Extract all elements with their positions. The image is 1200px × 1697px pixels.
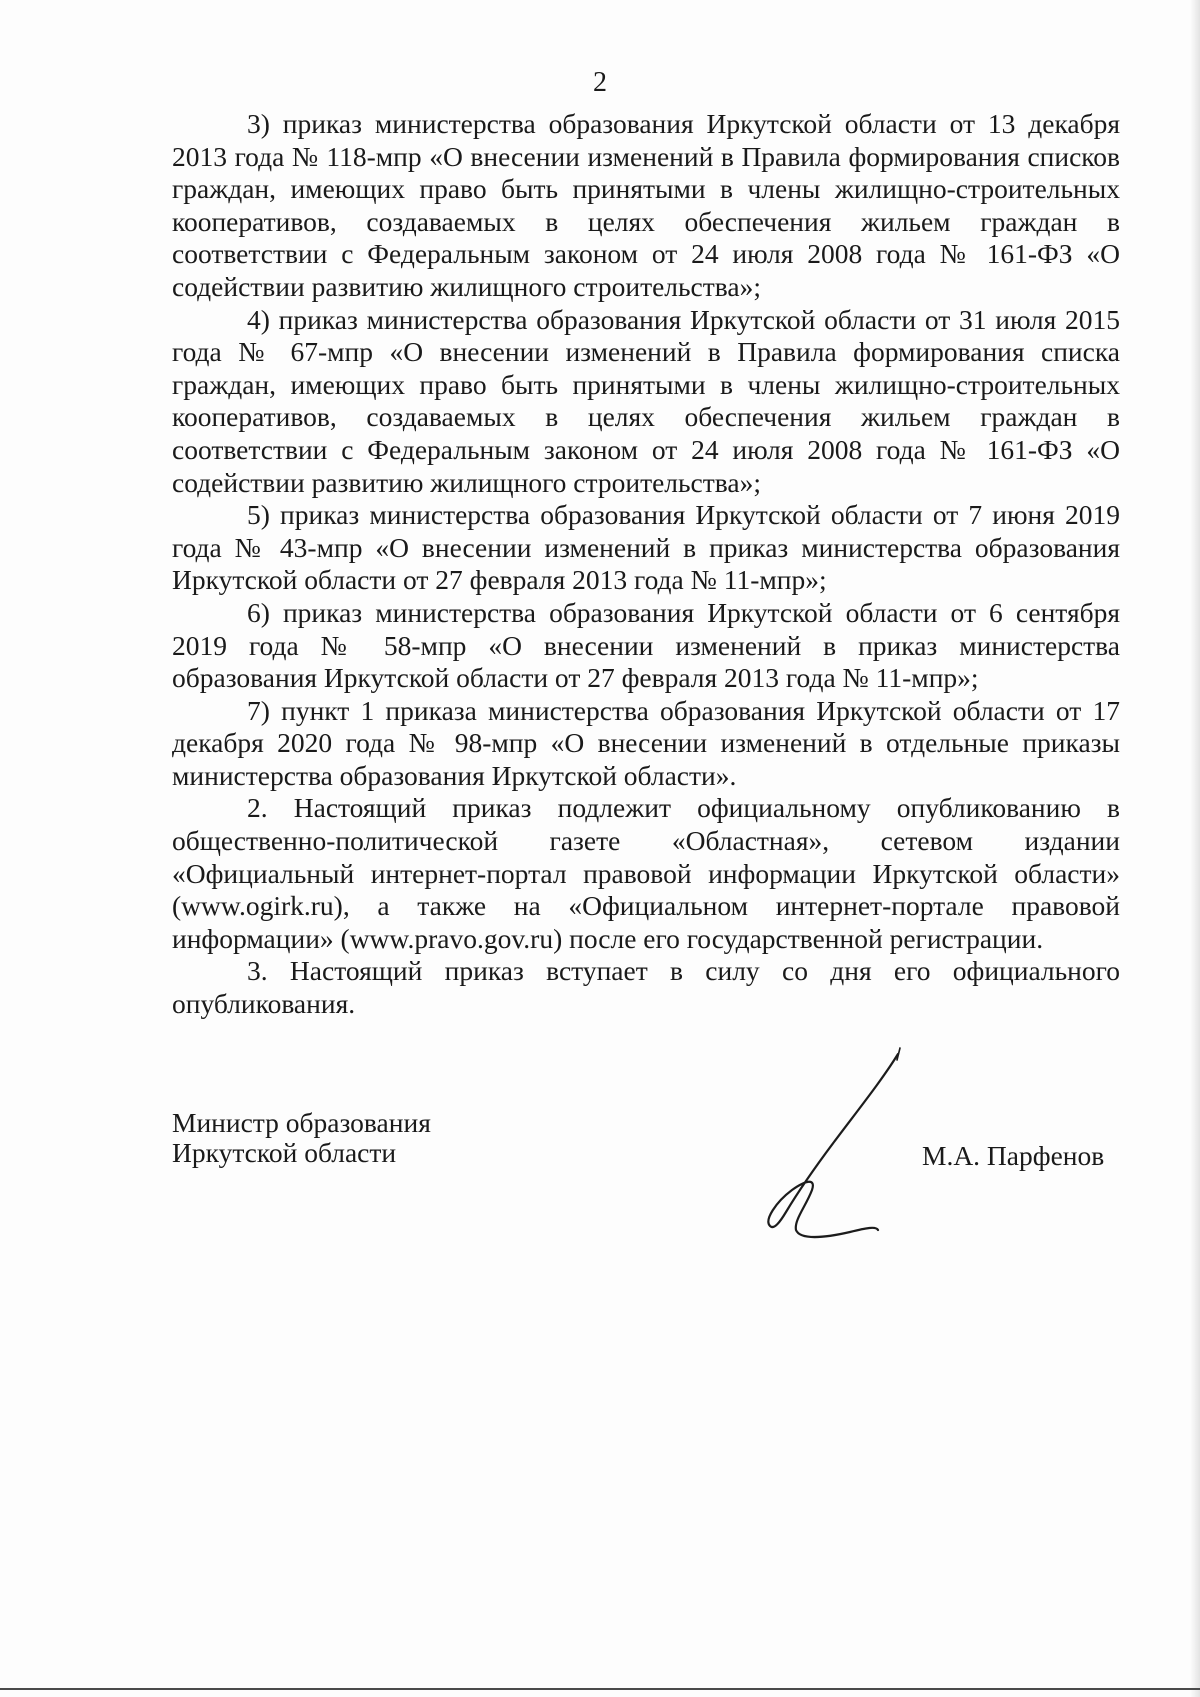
- signatory-position-line-1: Министр образования: [172, 1107, 431, 1138]
- handwritten-signature-icon: [750, 1040, 930, 1240]
- signatory-name: М.А. Парфенов: [922, 1140, 1105, 1171]
- list-item-7: 7) пункт 1 приказа министерства образования Иркутской области от 17 декабря 2020 года № 98-мпр «О внесении изменений в отдельные приказы министерства образования Иркутской области».: [172, 694, 1120, 791]
- clause-2-publication: 2. Настоящий приказ подлежит официальному опубликованию в общественно-политической газете «Областная», сетевом издании «Официальный интернет-портал правовой информации Иркутской области» (www.ogirk.ru), а также на «Официальном интернет-портале правовой информации» (www.pravo.gov.ru) после его государственной регистрации.: [172, 792, 1120, 954]
- document-body: [172, 108, 1120, 1021]
- page-number: 2: [593, 67, 607, 98]
- signatory-position: [172, 1108, 431, 1168]
- clause-3-effective-date: 3. Настоящий приказ вступает в силу со дня его официального опубликования.: [172, 955, 1120, 1020]
- scan-edge-bottom: [0, 1688, 1200, 1690]
- scan-edge-right: [1190, 0, 1200, 1697]
- list-item-6: 6) приказ министерства образования Иркутской области от 6 сентября 2019 года № 58-мпр «О внесении изменений в приказ министерства образования Иркутской области от 27 февраля 2013 года № 11-мпр»;: [172, 596, 1120, 694]
- signatory-position-line-2: Иркутской области: [172, 1137, 397, 1168]
- list-item-3: 3) приказ министерства образования Иркутской области от 13 декабря 2013 года № 118-мпр «О внесении изменений в Правила формирования списков граждан, имеющих право быть принятыми в члены жилищно-строительных кооперативов, создаваемых в целях обеспечения жильем граждан в соответствии с Федеральным законом от 24 июля 2008 года № 161-ФЗ «О содействии развитию жилищного строительства»;: [172, 108, 1120, 302]
- list-item-4: 4) приказ министерства образования Иркутской области от 31 июля 2015 года № 67-мпр «О внесении изменений в Правила формирования списка граждан, имеющих право быть принятыми в члены жилищно-строительных кооперативов, создаваемых в целях обеспечения жильем граждан в соответствии с Федеральным законом от 24 июля 2008 года № 161-ФЗ «О содействии развитию жилищного строительства»;: [172, 303, 1120, 498]
- list-item-5: 5) приказ министерства образования Иркутской области от 7 июня 2019 года № 43-мпр «О внесении изменений в приказ министерства образования Иркутской области от 27 февраля 2013 года № 11-мпр»;: [172, 499, 1120, 596]
